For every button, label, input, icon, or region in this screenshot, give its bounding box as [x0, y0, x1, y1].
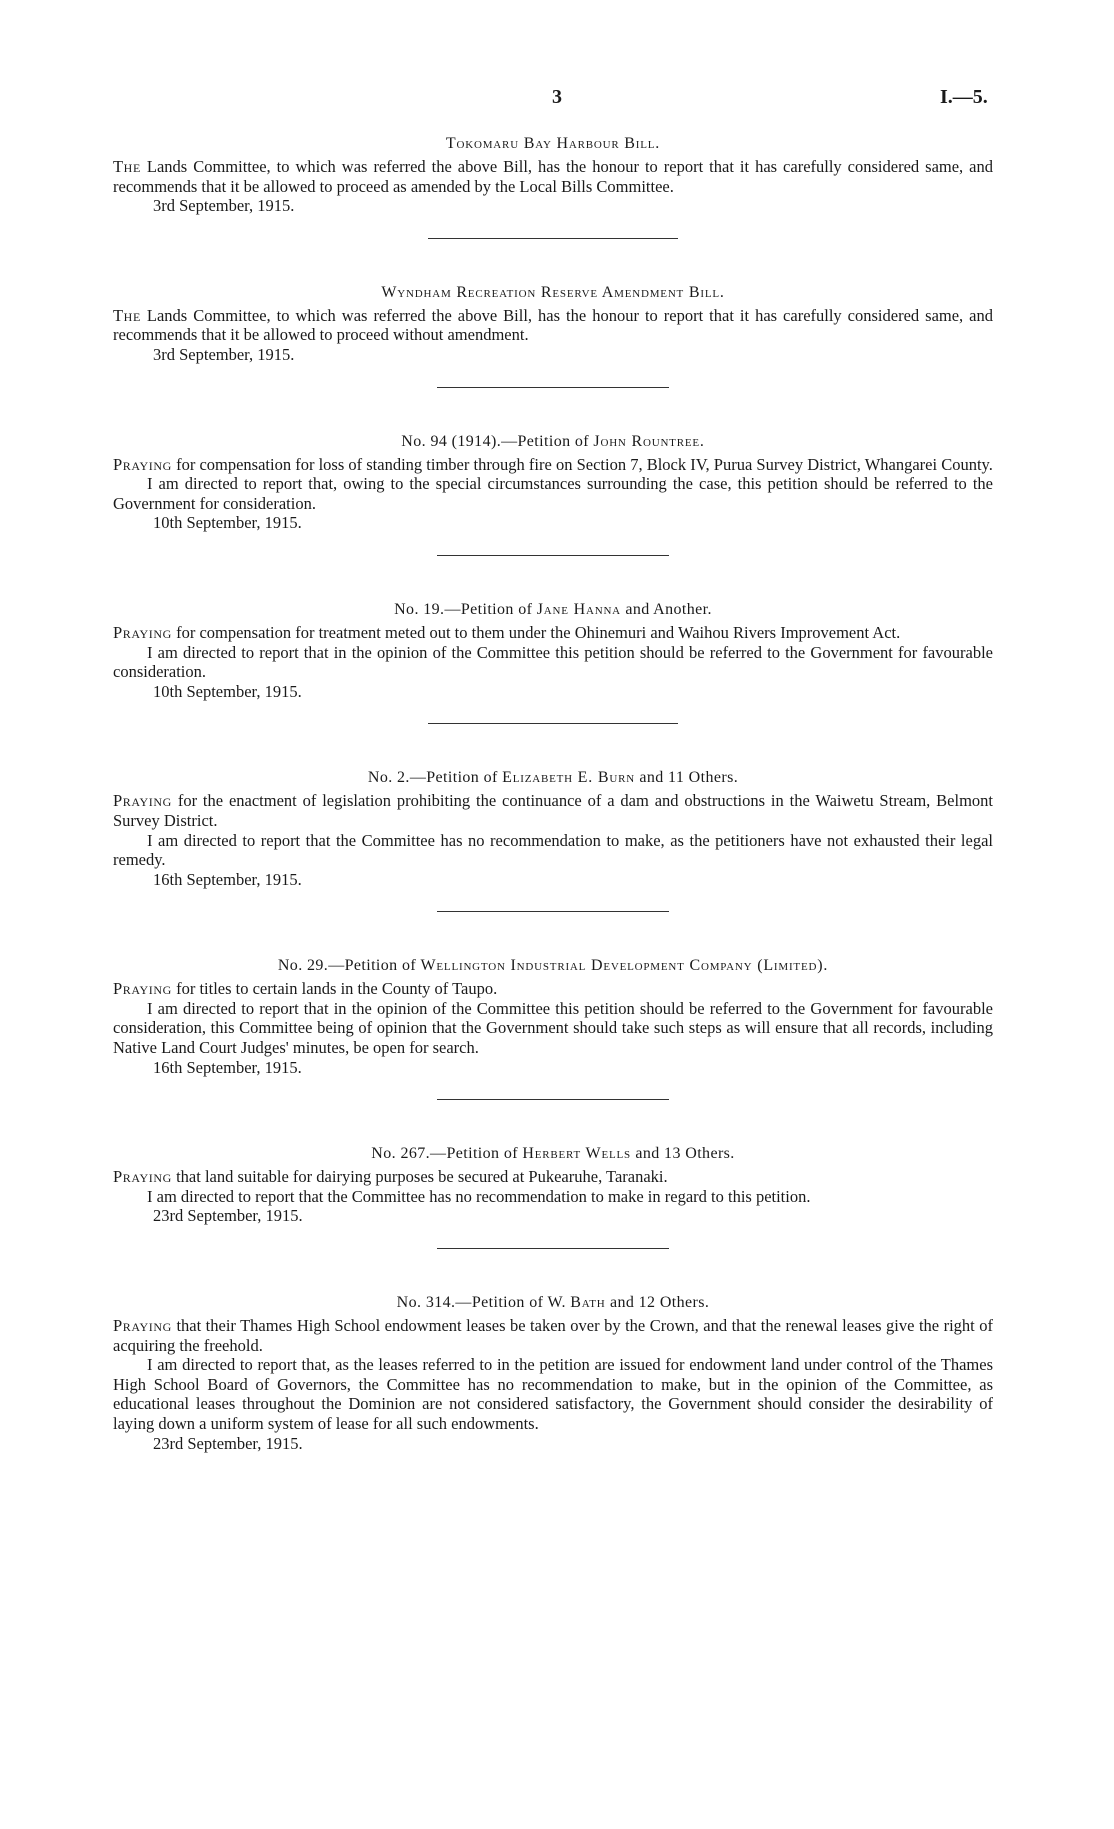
section-petition-29	[113, 956, 993, 1077]
subject-name: Tokomaru Bay Harbour Bill.	[445, 135, 661, 152]
subject-name: Wyndham Recreation Reserve Amendment Bill.	[381, 283, 725, 301]
report-paragraph: I am directed to report that, as the leases referred to in the petition are issued for endowment land under control of the Thames High School Board of Governors, the Committee has no recommendation to make, but in the opinion of the Committee, as educational leases throughout the Dominion are not considered satisfactory, the Government should consider the desirability of laying down a uniform system of lease for all such endowments.	[113, 1355, 993, 1433]
section-divider	[437, 911, 669, 912]
prayer-paragraph: Praying for titles to certain lands in the County of Taupo.	[113, 979, 498, 999]
report-paragraph: I am directed to report that the Committee has no recommendation to make in regard to this petition.	[147, 1186, 811, 1206]
section-heading: No. 267.—Petition of Herbert Wells and 13 Others.	[371, 1145, 735, 1163]
section-wyndham-bill	[113, 283, 993, 365]
section-divider	[428, 723, 678, 724]
report-paragraph: I am directed to report that the Committee has no recommendation to make, as the petitioners have not exhausted their legal remedy.	[113, 830, 993, 870]
prayer-paragraph: Praying that their Thames High School endowment leases be taken over by the Crown, and that the renewal leases give the right of acquiring the freehold.	[113, 1316, 993, 1355]
report-date: 16th September, 1915.	[153, 869, 302, 889]
report-paragraph: I am directed to report that, owing to the special circumstances surrounding the case, this petition should be referred to the Government for consideration.	[113, 474, 993, 513]
prayer-paragraph: Praying for compensation for loss of standing timber through fire on Section 7, Block IV, Purua Survey District, Whangarei County.	[113, 454, 993, 474]
section-divider	[437, 1099, 669, 1100]
section-petition-2	[113, 768, 993, 889]
report-date: 16th September, 1915.	[153, 1057, 302, 1077]
report-paragraph: The Lands Committee, to which was referred the above Bill, has the honour to report that it has carefully considered same, and recommends that it be allowed to proceed without amendment.	[113, 305, 993, 345]
report-date: 23rd September, 1915.	[153, 1206, 303, 1226]
section-petition-314	[113, 1293, 993, 1453]
section-heading	[113, 283, 993, 302]
report-date: 23rd September, 1915.	[153, 1433, 303, 1453]
prayer-paragraph: Praying for compensation for treatment meted out to them under the Ohinemuri and Waihou Rivers Improvement Act.	[113, 622, 901, 642]
document-body	[113, 134, 993, 1453]
section-heading: No. 94 (1914).—Petition of John Rountree.	[401, 432, 705, 450]
section-heading: No. 2.—Petition of Elizabeth E. Burn and 11 Others.	[367, 769, 739, 787]
section-heading: No. 19.—Petition of Jane Hanna and Another.	[394, 600, 712, 618]
subject-name: Jane Hanna	[536, 600, 621, 618]
section-petition-94	[113, 432, 993, 533]
section-heading: No. 314.—Petition of W. Bath and 12 Others.	[396, 1294, 710, 1312]
subject-name: Elizabeth E. Burn	[502, 769, 635, 787]
section-heading: No. 29.—Petition of Wellington Industrial Development Company (Limited).	[277, 957, 829, 975]
prayer-paragraph: Praying for the enactment of legislation prohibiting the continuance of a dam and obstructions in the Waiwetu Stream, Belmont Survey District.	[113, 791, 993, 830]
report-date: 10th September, 1915.	[153, 681, 302, 701]
subject-name: John Rountree.	[593, 432, 705, 450]
report-paragraph: The Lands Committee, to which was referred the above Bill, has the honour to report that it has carefully considered same, and recommends that it be allowed to proceed as amended by the Local Bills Committee.	[113, 157, 993, 196]
section-divider	[437, 387, 669, 388]
section-divider	[428, 238, 678, 239]
section-heading	[113, 134, 993, 153]
section-petition-267	[113, 1144, 993, 1226]
report-date: 3rd September, 1915.	[153, 344, 295, 364]
section-divider	[437, 555, 669, 556]
section-tokomaru-bill	[113, 134, 993, 216]
section-petition-19	[113, 600, 993, 701]
paper-reference: I.—5.	[940, 86, 988, 108]
report-date: 3rd September, 1915.	[153, 196, 295, 216]
page-number: 3	[552, 86, 562, 108]
subject-name: Wellington Industrial Development Company (Limited).	[420, 957, 829, 975]
subject-name: Herbert Wells	[522, 1145, 631, 1163]
section-divider	[437, 1248, 669, 1249]
report-paragraph: I am directed to report that in the opinion of the Committee this petition should be referred to the Government for favourable consideration, this Committee being of opinion that the Government should take such steps as will ensure that all records, including Native Land Court Judges' minutes, be open for search.	[113, 998, 993, 1058]
report-date: 10th September, 1915.	[153, 513, 302, 533]
prayer-paragraph: Praying that land suitable for dairying purposes be secured at Pukearuhe, Taranaki.	[113, 1167, 668, 1187]
subject-name: Bath	[570, 1294, 606, 1312]
report-paragraph: I am directed to report that in the opinion of the Committee this petition should be referred to the Government for favourable consideration.	[113, 642, 993, 682]
